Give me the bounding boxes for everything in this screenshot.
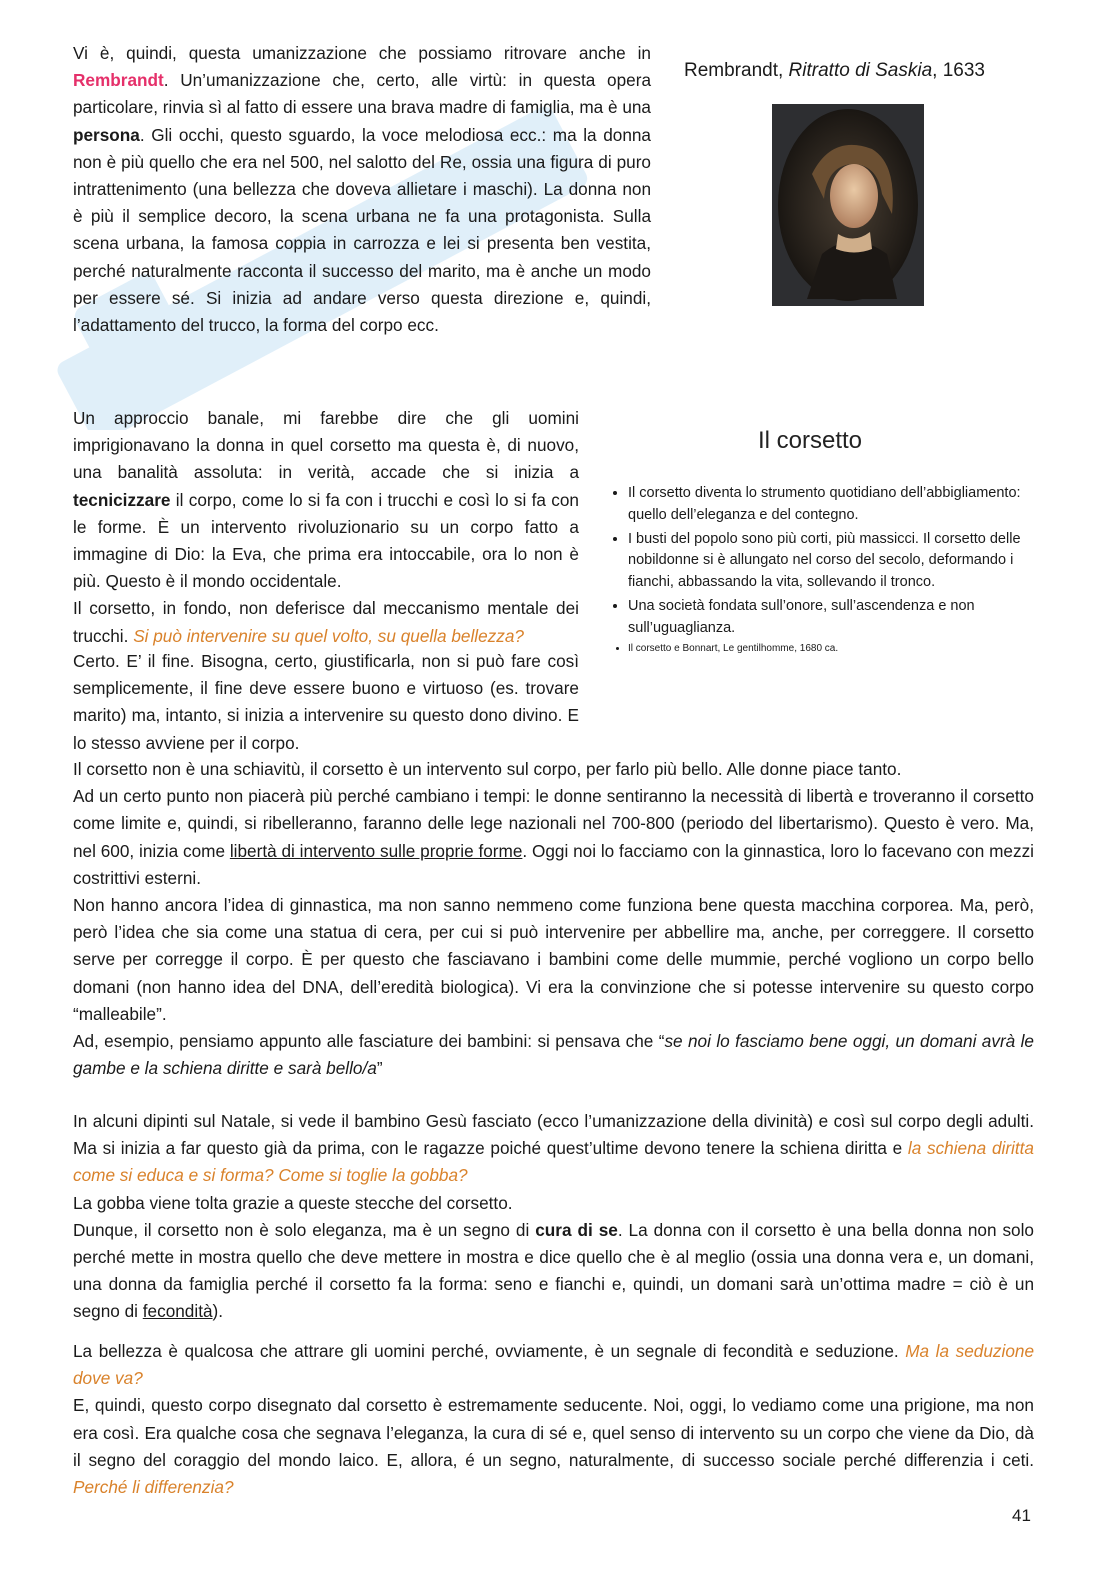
page-number: 41 (1012, 1506, 1031, 1525)
slide-bullet: • I busti del popolo sono più corti, più massicci. Il corsetto delle nobildonne si è allungato nel corso del secolo, deformando i fianchi, abbassando la vita, sollevando il tronco. (628, 529, 1028, 594)
text-segment: . Un’umanizzazione che, certo, alle virtù: in questa opera particolare, rinvia sì al fatto di essere una brava madre di famiglia, ma è una (73, 70, 651, 118)
fecondita-underlined: fecondità (142, 1301, 213, 1322)
persona-bold: persona (73, 124, 140, 145)
question-text: Ma la seduzione dove va? (73, 1341, 1034, 1389)
text-segment: . Gli occhi, questo sguardo, la voce melodiosa ecc.: ma la donna non è più quello che era nel 500, nel salotto del Re, ossia una figura di puro intrattenimento (una bellezza che doveva allietare i maschi). La donna non è più il semplice decoro, la scena urbana ne fa una protagonista. Sulla scena urbana, la famosa coppia in carrozza e lei si presenta ben vestita, perché naturalmente racconta il successo del marito, ma è anche un modo per essere sé. Si inizia ad andare verso questa direzione e, quindi, l’adattamento del trucco, la forma del corpo ecc. (73, 124, 651, 336)
body-section-5: La bellezza è qualcosa che attrare gli uomini perché, ovviamente, è un segnale di fecondità e seduzione. Ma la seduzione dove va? E, quindi, questo corpo disegnato dal corsetto è estremamente seducente. Noi, oggi, lo vediamo come una prigione, ma non era così. Era qualche cosa che segnava l’eleganza, la cura di sé e, quel senso di intervento su un corpo che viene da Dio, dà il segno del coraggio del mondo laico. E, allora, é un segno, naturalmente, di successo sociale perché differenzia i ceti. Perché li differenzia? (73, 1341, 1034, 1498)
question-text: Si può intervenire su quel volto, su quella bellezza? (133, 625, 524, 646)
intro-paragraph (73, 40, 651, 339)
body-section-4: In alcuni dipinti sul Natale, si vede il bambino Gesù fasciato (ecco l’umanizzazione della divinità) e così sul corpo degli adulti. Ma si inizia a far questo già da prima, con le ragazze poiché quest’ultime devono tenere la schiena diritta e la schiena diritta come si educa e si forma? Come si toglie la gobba? La gobba viene tolta grazie a queste stecche del corsetto. Dunque, il corsetto non è solo eleganza, ma è un segno di cura di se. La donna con il corsetto è una bella donna non solo perché mette in mostra quello che deve mettere in mostra e dice quello che è al meglio (ossia una donna vera e, un domani, una donna da famiglia perché il corsetto fa la forma: seno e fianchi e, quindi, un domani sarà un’ottima madre = ciò è un segno di fecondità). (73, 1111, 1034, 1322)
slide-bullet: • Il corsetto diventa lo strumento quotidiano dell’abbigliamento: quello dell’eleganza e del contegno. (628, 483, 1028, 527)
slide-title: Il corsetto (757, 427, 863, 454)
corset-paragraph: Un approccio banale, mi farebbe dire che gli uomini imprigionavano la donna in quel corsetto ma questa è, di nuovo, una banalità assoluta: in verità, accade che si inizia a tecnicizzare il corpo, come lo si fa con i trucchi e così lo si fa con le forme. È un intervento rivoluzionario su un corpo fatto a immagine di Dio: la Eva, che prima era intoccabile, ora lo non è più. Questo è il mondo occidentale. Il corsetto, in fondo, non deferisce dal meccanismo mentale dei trucchi. Si può intervenire su quel volto, su quella bellezza? (73, 408, 579, 646)
body-section-3: Il corsetto non è una schiavitù, il corsetto è un intervento sul corpo, per farlo più bello. Alle donne piace tanto. Ad un certo punto non piacerà più perché cambiano i tempi: le donne sentiranno la necessità di libertà e troveranno il corsetto come limite e, quindi, si ribelleranno, faranno delle lege nazionali nel 700-800 (periodo del libertarismo). Questo è vero. Ma, nel 600, inizia come libertà di intervento sulle proprie forme. Oggi noi lo facciamo con la ginnastica, loro lo facevano con mezzi costrittivi esterni. Non hanno ancora l’idea di ginnastica, ma non sanno nemmeno come funziona bene questa macchina corporea. Ma, però, però l’idea che sia come una statua di cera, per cui si può intervenire per abbellire ma, anche, per correggere. Il corsetto serve per corregge il corpo. È per questo che fasciavano i bambini come delle mummie, perché vogliono un corpo bello domani (non hanno idea del DNA, dell’eredità biologica). Vi era la convinzione che si potesse intervenire su questo corpo “malleabile”. Ad, esempio, pensiamo appunto alle fasciature dei bambini: si pensava che “se noi lo fasciamo bene oggi, un domani avrà le gambe e la schiena diritte e sarà bello/a” (73, 759, 1034, 1079)
question-text: Perché li differenzia? (73, 1477, 234, 1498)
corset-paragraph-cont: Certo. E’ il fine. Bisogna, certo, giustificarla, non si può fare così semplicemente, il fine deve essere buono e virtuoso (es. trovare marito) ma, intanto, si inizia a intervenire su questo dono divino. E lo stesso avviene per il corpo. (73, 651, 579, 753)
text-segment: Vi è, quindi, questa umanizzazione che possiamo ritrovare anche in (73, 43, 651, 63)
saskia-portrait-image (772, 104, 924, 306)
quote-text: se noi lo fasciamo bene oggi, un domani avrà le gambe e la schiena diritte e sarà bello/a (73, 1031, 1034, 1079)
corsetto-slide-image (600, 405, 1020, 705)
slide-note: • Il corsetto e Bonnart, Le gentilhomme, 1680 ca. (628, 642, 1028, 656)
slide-bullet: • Una società fondata sull’onore, sull’ascendenza e non sull’uguaglianza. (628, 596, 1028, 640)
underlined-phrase: libertà di intervento sulle proprie forme (229, 840, 523, 861)
cura-di-se-bold: cura di se (535, 1219, 618, 1240)
rembrandt-highlight: Rembrandt (73, 70, 164, 91)
tecnicizzare-bold: tecnicizzare (73, 489, 171, 510)
question-text: la schiena diritta come si educa e si forma? Come si toglie la gobba? (73, 1138, 1034, 1186)
portrait-caption: Rembrandt, Ritratto di Saskia, 1633 (684, 60, 985, 81)
slide-bullet-list (610, 483, 1028, 658)
